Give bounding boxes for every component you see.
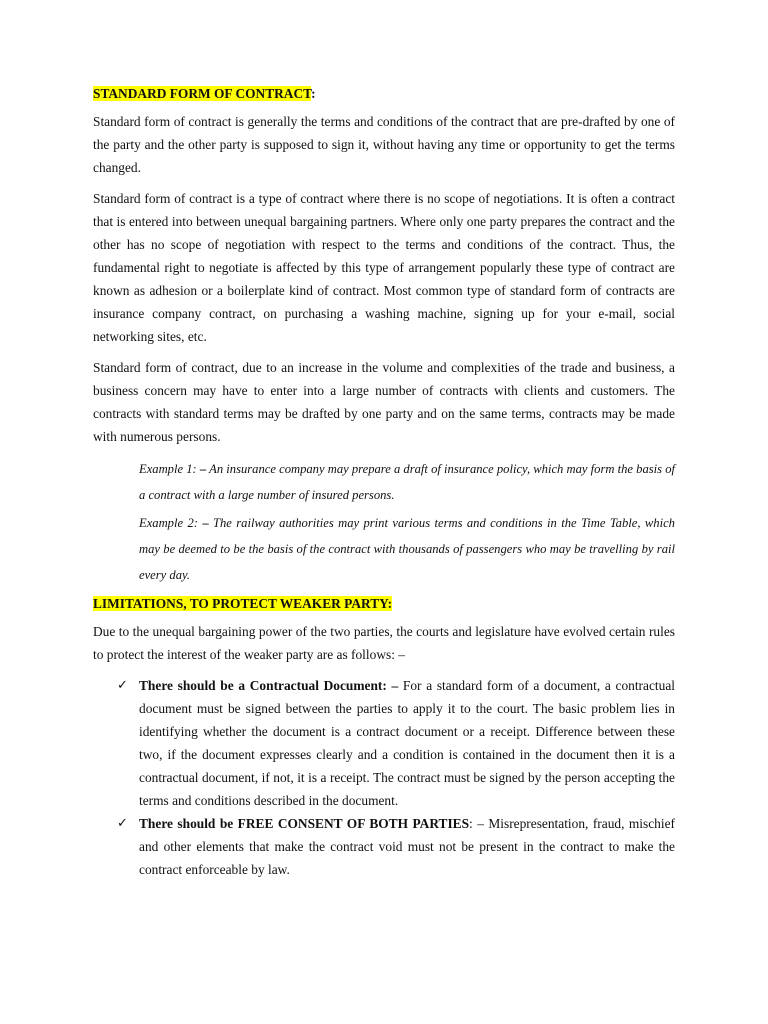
paragraph-definition: Standard form of contract is generally the terms and conditions of the contract that are pre-drafted by one of the party and the other party is supposed to sign it, without having any time or opportunity to get the terms changed.	[93, 114, 675, 175]
list-item-text: For a standard form of a document, a contractual document must be signed between the parties to apply it to the court. The basic problem lies in identifying whether the document is a contract document or a receipt. Difference between these two, if the document expresses clearly and a condition is contained in the document then it is a contractual document, if not, it is a receipt. The contract must be signed by the person accepting the terms and conditions described in the document.	[139, 678, 675, 808]
check-icon: ✓	[117, 678, 128, 693]
list-item-text: : – Misrepresentation, fraud, mischief and other elements that make the contract void must not be present in the contract to make the contract enforceable by law.	[139, 816, 675, 877]
example-1-label: Example 1:	[139, 462, 200, 476]
list-item-free-consent	[117, 812, 675, 881]
list-item-lead: There should be FREE CONSENT OF BOTH PARTIES	[139, 816, 470, 831]
document-page	[93, 84, 675, 881]
example-2	[139, 510, 675, 588]
paragraph-limitations-intro: Due to the unequal bargaining power of the two parties, the courts and legislature have evolved certain rules to protect the interest of the weaker party are as follows: –	[93, 624, 675, 662]
limitations-list	[93, 674, 675, 881]
example-2-dash: –	[202, 516, 209, 530]
example-2-text: The railway authorities may print various terms and conditions in the Time Table, which may be deemed to be the basis of the contract with thousands of passengers who may be travelling by rail every day.	[139, 516, 675, 582]
paragraph-negotiation: Standard form of contract is a type of contract where there is no scope of negotiations. It is often a contract that is entered into between unequal bargaining partners. Where only one party prepares the contract and the other has no scope of negotiation with respect to the terms and conditions of the contract. Thus, the fundamental right to negotiate is affected by this type of arrangement popularly these type of contract are known as adhesion or a boilerplate kind of contract. Most common type of standard form of contracts are insurance company contract, on purchasing a washing machine, signing up for your e-mail, social networking sites, etc.	[93, 191, 675, 344]
example-1-dash: –	[199, 462, 207, 476]
heading-colon: :	[311, 86, 316, 101]
example-2-label: Example 2:	[139, 516, 203, 530]
example-1	[139, 456, 675, 508]
section-heading-limitations	[93, 594, 675, 614]
example-1-text: An insurance company may prepare a draft of insurance policy, which may form the basis of a contract with a large number of insured persons.	[139, 462, 676, 502]
list-item-contractual-document	[117, 674, 675, 812]
check-icon: ✓	[117, 816, 128, 831]
list-item-lead: There should be a Contractual Document: –	[139, 678, 399, 693]
paragraph-business: Standard form of contract, due to an increase in the volume and complexities of the trade and business, a business concern may have to enter into a large number of contracts with clients and customers. The contracts with standard terms may be drafted by one party and on the same terms, contracts may be made with numerous persons.	[93, 360, 675, 444]
heading-highlight: STANDARD FORM OF CONTRACT	[93, 86, 312, 101]
heading-highlight: LIMITATIONS, TO PROTECT WEAKER PARTY:	[93, 596, 393, 611]
section-heading-standard-form	[93, 84, 675, 104]
